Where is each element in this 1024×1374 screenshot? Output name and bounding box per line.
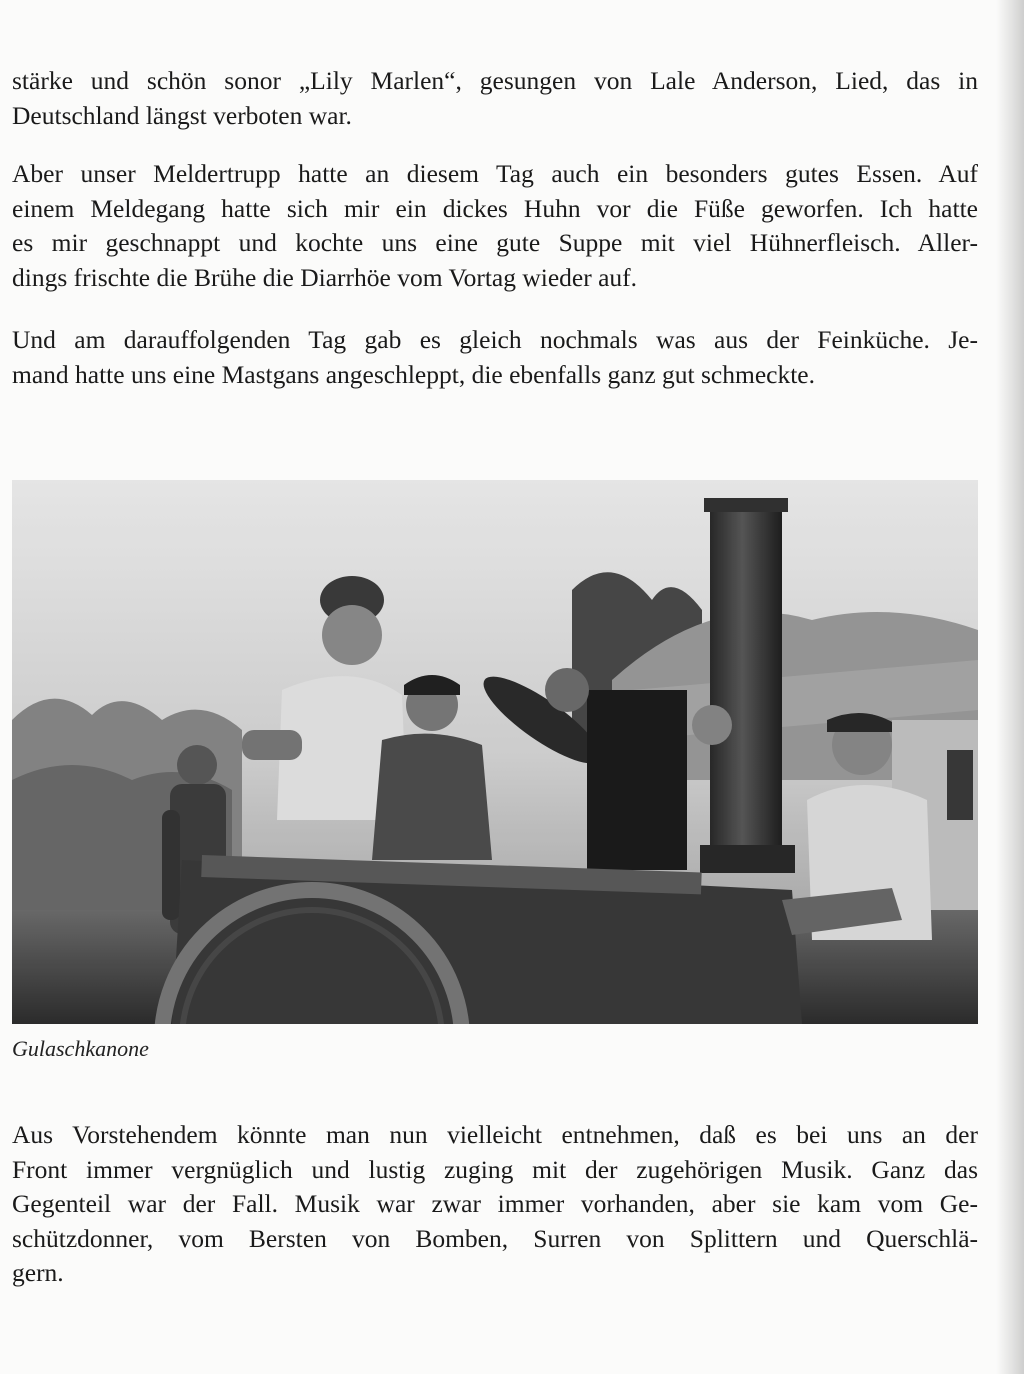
paragraph-1 <box>12 64 978 133</box>
figure-caption: Gulaschkanone <box>12 1036 149 1061</box>
paragraph-2 <box>12 157 978 295</box>
paragraph-line: schützdonner, vom Bersten von Bomben, Surren von Splittern und Querschlä- <box>12 1223 978 1253</box>
field-kitchen-photo <box>12 480 978 1024</box>
paragraph-line: Front immer vergnüglich und lustig zuging mit der zugehörigen Musik. Ganz das <box>12 1154 978 1184</box>
paragraph-line: einem Meldegang hatte sich mir ein dickes Huhn vor die Füße geworfen. Ich hatte <box>12 193 978 223</box>
paragraph-line: Aber unser Meldertrupp hatte an diesem Tag auch ein besonders gutes Essen. Auf <box>12 159 978 188</box>
page-binding-shadow <box>996 0 1024 1374</box>
paragraph-line: Deutschland längst verboten war. <box>12 100 352 130</box>
paragraph-line: es mir geschnappt und kochte uns eine gute Suppe mit viel Hühnerfleisch. Aller- <box>12 228 978 257</box>
paragraph-line: Und am darauffolgenden Tag gab es gleich nochmals was aus der Feinküche. Je- <box>12 325 978 354</box>
paragraph-3 <box>12 323 978 392</box>
paragraph-line: stärke und schön sonor „Lily Marlen“, gesungen von Lale Anderson, Lied, das in <box>12 66 978 95</box>
paragraph-line: gern. <box>12 1258 64 1287</box>
paragraph-line: Aus Vorstehendem könnte man nun vielleicht entnehmen, daß es bei uns an der <box>12 1120 978 1149</box>
paragraph-line: dings frischte die Brühe die Diarrhöe vom Vortag wieder auf. <box>12 262 638 292</box>
paragraph-line: mand hatte uns eine Mastgans angeschleppt, die ebenfalls ganz gut schmeckte. <box>12 359 815 389</box>
paragraph-4 <box>12 1118 978 1291</box>
paragraph-line: Gegenteil war der Fall. Musik war zwar immer vorhanden, aber sie kam vom Ge- <box>12 1189 978 1218</box>
